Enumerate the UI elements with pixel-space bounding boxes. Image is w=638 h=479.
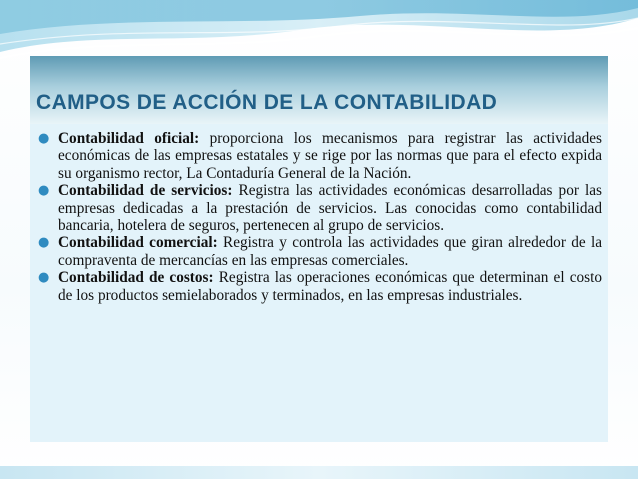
slide-title: CAMPOS DE ACCIÓN DE LA CONTABILIDAD [36,91,498,114]
filled-circle-bullet-icon: ● [38,235,50,251]
item-term: Contabilidad de servicios: [58,182,233,200]
filled-circle-bullet-icon: ● [38,131,50,146]
item-term: Contabilidad comercial: [58,234,218,252]
bullet-list [30,124,608,304]
decorative-bottom-strip [0,466,638,479]
item-term: Contabilidad de costos: [58,269,214,287]
item-text: Registra y controla las actividades que giran alrededor de la compraventa de mercancías en las empresas comerciales. [58,234,602,269]
filled-circle-bullet-icon: ● [38,183,50,199]
list-item-contabilidad-servicios [38,182,602,234]
list-item-contabilidad-costos [38,269,602,304]
content-box [30,124,608,442]
item-text: Registra las actividades económicas desarrolladas por las empresas dedicadas a la prestación de servicios. Las conocidas como contabilidad bancaria, hotelera de seguros, pertenecen al grupo de servicios. [58,182,602,235]
item-text: proporciona los mecanismos para registrar las actividades económicas de las empresas estatales y se rige por las normas que para el efecto expida su organismo rector, La Contaduría General de la Nación. [58,130,603,182]
list-item-contabilidad-comercial [38,234,602,269]
filled-circle-bullet-icon: ● [38,270,50,286]
item-text: Registra las operaciones económicas que determinan el costo de los productos semielaborados y terminados, en las empresas industriales. [58,269,602,304]
item-term: Contabilidad oficial: [58,130,200,147]
list-item-contabilidad-oficial [38,130,602,182]
